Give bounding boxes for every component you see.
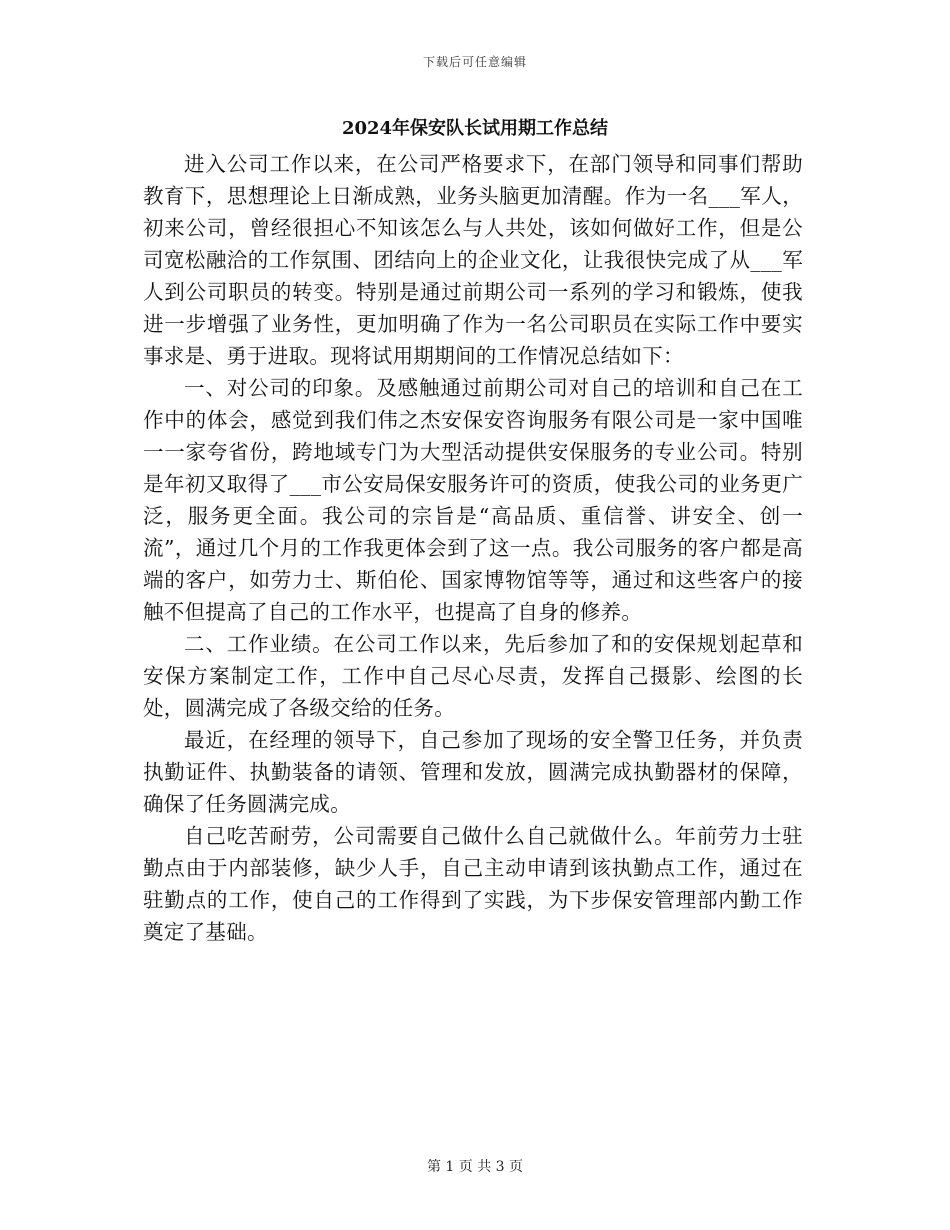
paragraph-work-achievements: 二、工作业绩。在公司工作以来，先后参加了和的安保规划起草和安保方案制定工作，工作中自己尽心尽责，发挥自己摄影、绘图的长处，圆满完成了各级交给的任务。	[143, 632, 803, 720]
document-title: 2024年保安队长试用期工作总结	[341, 118, 609, 139]
paragraph-intro: 进入公司工作以来，在公司严格要求下，在部门领导和同事们帮助教育下，思想理论上日渐成熟，业务头脑更加清醒。作为一名___军人，初来公司，曾经很担心不知该怎么与人共处，该如何做好工作，但是公司宽松融洽的工作氛围、团结向上的企业文化，让我很快完成了从___军人到公司职员的转变。特别是通过前期公司一系列的学习和锻炼，使我进一步增强了业务性，更加明确了作为一名公司职员在实际工作中要实事求是、勇于进取。现将试用期期间的工作情况总结如下：	[143, 152, 803, 368]
paragraph-recent-task: 最近，在经理的领导下，自己参加了现场的安全警卫任务，并负责执勤证件、执勤装备的请领、管理和发放，圆满完成执勤器材的保障，确保了任务圆满完成。	[143, 728, 803, 816]
page-number: 第 1 页 共 3 页	[426, 1159, 524, 1175]
paragraph-hard-work: 自己吃苦耐劳，公司需要自己做什么自己就做什么。年前劳力士驻勤点由于内部装修，缺少人手，自己主动申请到该执勤点工作，通过在驻勤点的工作，使自己的工作得到了实践，为下步保安管理部内勤工作奠定了基础。	[143, 824, 803, 944]
document-body	[143, 148, 803, 948]
paragraph-company-impression: 一、对公司的印象。及感触通过前期公司对自己的培训和自己在工作中的体会，感觉到我们伟之杰安保安咨询服务有限公司是一家中国唯一一家夸省份，跨地域专门为大型活动提供安保服务的专业公司。特别是年初又取得了___市公安局保安服务许可的资质，使我公司的业务更广泛，服务更全面。我公司的宗旨是“高品质、重信誉、讲安全、创一流”，通过几个月的工作我更体会到了这一点。我公司服务的客户都是高端的客户，如劳力士、斯伯伦、国家博物馆等等，通过和这些客户的接触不但提高了自己的工作水平，也提高了自身的修养。	[143, 376, 803, 624]
page-header-note: 下载后可任意编辑	[422, 55, 527, 69]
